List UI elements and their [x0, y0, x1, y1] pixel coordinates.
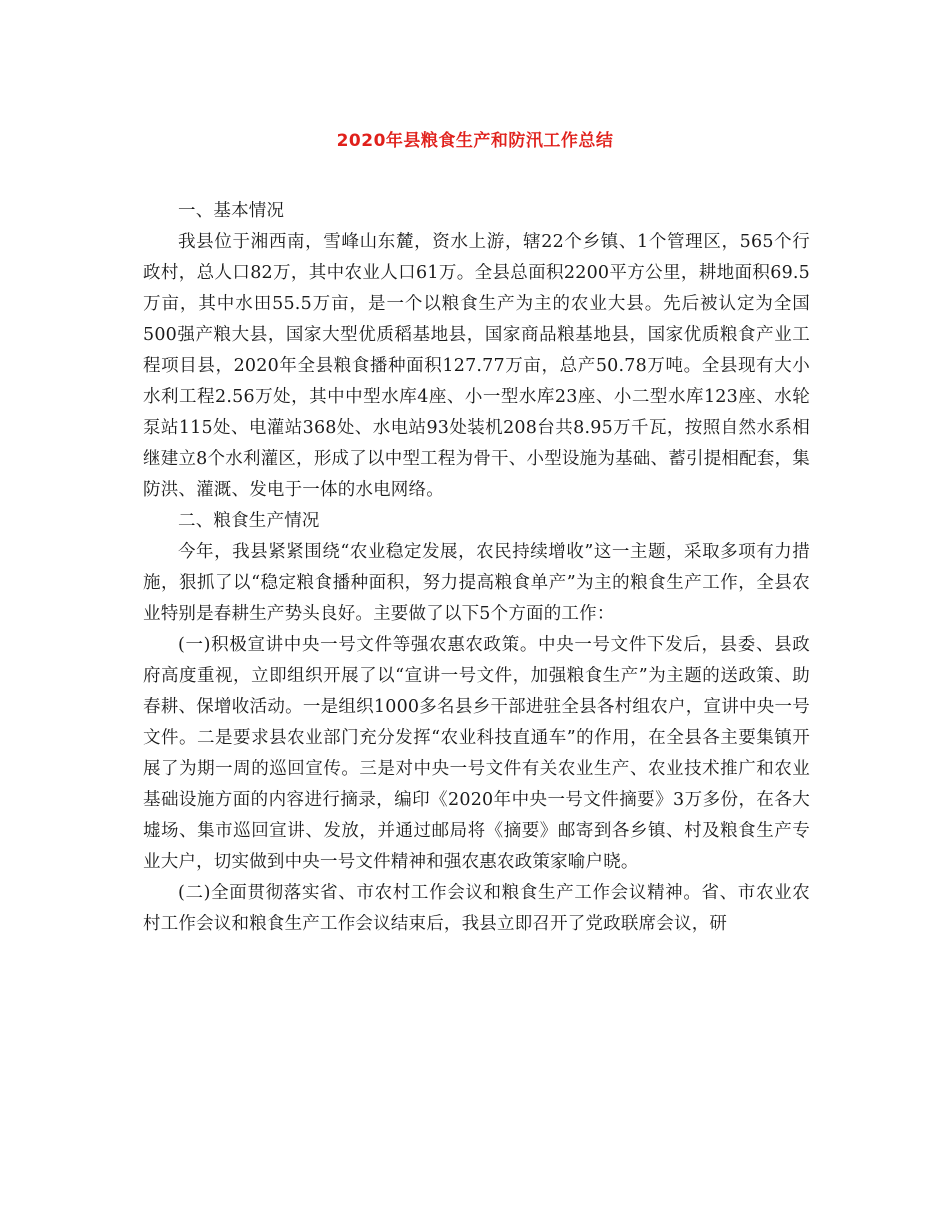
section-heading-grain: 二、粮食生产情况 [178, 511, 320, 531]
paragraph-policy-two: (二)全面贯彻落实省、市农村工作会议和粮食生产工作会议精神。省、市农业农村工作会议和粮食生产工作会议结束后，我县立即召开了党政联席会议，研 [143, 883, 810, 934]
paragraph-policy-one: (一)积极宣讲中央一号文件等强农惠农政策。中央一号文件下发后，县委、县政府高度重视，立即组织开展了以“宣讲一号文件，加强粮食生产”为主题的送政策、助春耕、保增收活动。一是组织1000多名县乡干部进驻全县各村组农户，宣讲中央一号文件。二是要求县农业部门充分发挥“农业科技直通车”的作用，在全县各主要集镇开展了为期一周的巡回宣传。三是对中央一号文件有关农业生产、农业技术推广和农业基础设施方面的内容进行摘录，编印《2020年中央一号文件摘要》3万多份，在各大墟场、集市巡回宣讲、发放，并通过邮局将《摘要》邮寄到各乡镇、村及粮食生产专业大户，切实做到中央一号文件精神和强农惠农政策家喻户晓。 [143, 635, 810, 872]
document-title: 2020年县粮食生产和防汛工作总结 [336, 131, 614, 151]
paragraph-grain-intro: 今年，我县紧紧围绕“农业稳定发展，农民持续增收”这一主题，采取多项有力措施，狠抓了以“稳定粮食播种面积，努力提高粮食单产”为主的粮食生产工作，全县农业特别是春耕生产势头良好。主要做了以下5个方面的工作： [143, 542, 810, 624]
document-body [143, 196, 810, 940]
section-heading-basic: 一、基本情况 [178, 201, 285, 221]
paragraph-basic-info: 我县位于湘西南，雪峰山东麓，资水上游，辖22个乡镇、1个管理区，565个行政村，总人口82万，其中农业人口61万。全县总面积2200平方公里，耕地面积69.5万亩，其中水田55.5万亩，是一个以粮食生产为主的农业大县。先后被认定为全国500强产粮大县，国家大型优质稻基地县，国家商品粮基地县，国家优质粮食产业工程项目县，2020年全县粮食播种面积127.77万亩，总产50.78万吨。全县现有大小水利工程2.56万处，其中中型水库4座、小一型水库23座、小二型水库123座、水轮泵站115处、电灌站368处、水电站93处装机208台共8.95万千瓦，按照自然水系相继建立8个水利灌区，形成了以中型工程为骨干、小型设施为基础、蓄引提相配套，集防洪、灌溉、发电于一体的水电网络。 [143, 232, 810, 500]
